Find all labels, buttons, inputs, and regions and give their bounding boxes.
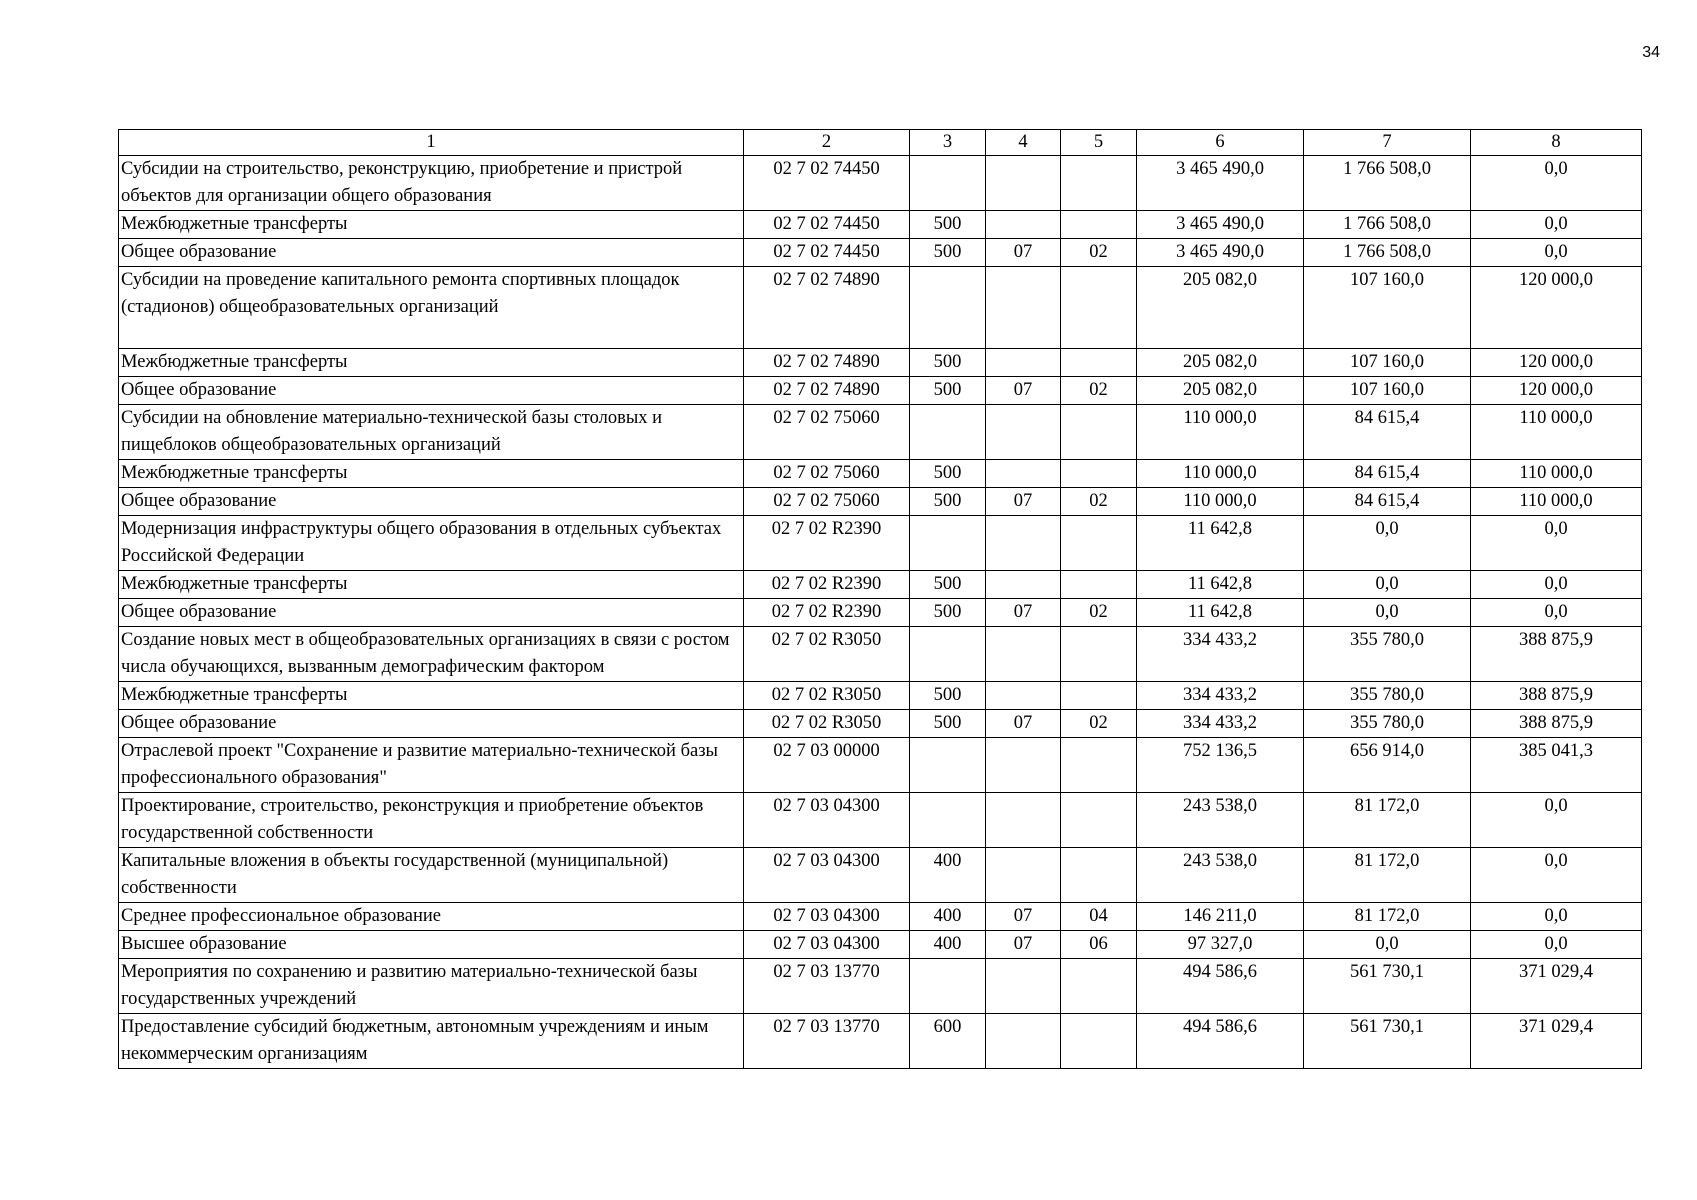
amount-col8-cell: 0,0 xyxy=(1471,848,1642,903)
expense-type-cell xyxy=(910,738,986,793)
table-row xyxy=(119,599,1642,627)
item-name-cell: Предоставление субсидий бюджетным, автономным учреждениям и иным некоммерческим организациям xyxy=(119,1014,744,1069)
item-name-cell: Общее образование xyxy=(119,239,744,267)
target-code-cell: 02 7 02 R3050 xyxy=(744,682,910,710)
subsection-cell xyxy=(1061,959,1137,1014)
table-row xyxy=(119,488,1642,516)
subsection-cell: 02 xyxy=(1061,710,1137,738)
target-code-cell: 02 7 02 R2390 xyxy=(744,571,910,599)
page-number: 34 xyxy=(1642,44,1660,61)
amount-col6-cell: 334 433,2 xyxy=(1137,682,1304,710)
expense-type-cell: 500 xyxy=(910,460,986,488)
section-cell: 07 xyxy=(986,710,1061,738)
target-code-cell: 02 7 02 R2390 xyxy=(744,599,910,627)
target-code-cell: 02 7 03 04300 xyxy=(744,931,910,959)
table-row xyxy=(119,239,1642,267)
amount-col7-cell: 0,0 xyxy=(1304,931,1471,959)
section-cell xyxy=(986,211,1061,239)
amount-col6-cell: 110 000,0 xyxy=(1137,460,1304,488)
subsection-cell xyxy=(1061,738,1137,793)
amount-col6-cell: 110 000,0 xyxy=(1137,405,1304,460)
item-name-cell: Межбюджетные трансферты xyxy=(119,682,744,710)
table-row xyxy=(119,377,1642,405)
amount-col7-cell: 0,0 xyxy=(1304,571,1471,599)
subsection-cell xyxy=(1061,682,1137,710)
subsection-cell xyxy=(1061,211,1137,239)
expense-type-cell: 500 xyxy=(910,599,986,627)
amount-col7-cell: 84 615,4 xyxy=(1304,488,1471,516)
section-cell xyxy=(986,959,1061,1014)
amount-col6-cell: 494 586,6 xyxy=(1137,959,1304,1014)
amount-col8-cell: 0,0 xyxy=(1471,516,1642,571)
amount-col7-cell: 84 615,4 xyxy=(1304,405,1471,460)
budget-table xyxy=(118,129,1642,1069)
amount-col8-cell: 120 000,0 xyxy=(1471,349,1642,377)
section-cell xyxy=(986,682,1061,710)
amount-col6-cell: 243 538,0 xyxy=(1137,793,1304,848)
target-code-cell: 02 7 02 75060 xyxy=(744,405,910,460)
amount-col8-cell: 388 875,9 xyxy=(1471,710,1642,738)
amount-col6-cell: 494 586,6 xyxy=(1137,1014,1304,1069)
column-number-cell: 1 xyxy=(119,130,744,156)
amount-col8-cell: 0,0 xyxy=(1471,793,1642,848)
section-cell: 07 xyxy=(986,903,1061,931)
section-cell xyxy=(986,848,1061,903)
column-number-cell: 2 xyxy=(744,130,910,156)
item-name-cell: Межбюджетные трансферты xyxy=(119,349,744,377)
table-row xyxy=(119,349,1642,377)
amount-col8-cell: 371 029,4 xyxy=(1471,1014,1642,1069)
subsection-cell xyxy=(1061,349,1137,377)
amount-col7-cell: 355 780,0 xyxy=(1304,710,1471,738)
subsection-cell xyxy=(1061,156,1137,211)
section-cell xyxy=(986,738,1061,793)
column-number-row xyxy=(119,130,1642,156)
column-number-cell: 4 xyxy=(986,130,1061,156)
target-code-cell: 02 7 03 04300 xyxy=(744,903,910,931)
table-row xyxy=(119,156,1642,211)
expense-type-cell: 500 xyxy=(910,239,986,267)
table-row xyxy=(119,460,1642,488)
column-number-cell: 5 xyxy=(1061,130,1137,156)
expense-type-cell: 500 xyxy=(910,682,986,710)
expense-type-cell: 600 xyxy=(910,1014,986,1069)
expense-type-cell: 500 xyxy=(910,571,986,599)
amount-col8-cell: 0,0 xyxy=(1471,931,1642,959)
section-cell xyxy=(986,516,1061,571)
amount-col6-cell: 146 211,0 xyxy=(1137,903,1304,931)
amount-col7-cell: 81 172,0 xyxy=(1304,793,1471,848)
subsection-cell xyxy=(1061,1014,1137,1069)
expense-type-cell: 500 xyxy=(910,211,986,239)
item-name-cell: Модернизация инфраструктуры общего образования в отдельных субъектах Российской Федерации xyxy=(119,516,744,571)
table-row xyxy=(119,267,1642,349)
amount-col6-cell: 11 642,8 xyxy=(1137,516,1304,571)
subsection-cell: 04 xyxy=(1061,903,1137,931)
item-name-cell: Общее образование xyxy=(119,710,744,738)
item-name-cell: Общее образование xyxy=(119,599,744,627)
item-name-cell: Капитальные вложения в объекты государственной (муниципальной) собственности xyxy=(119,848,744,903)
item-name-cell: Общее образование xyxy=(119,488,744,516)
subsection-cell xyxy=(1061,627,1137,682)
table-row xyxy=(119,710,1642,738)
amount-col8-cell: 120 000,0 xyxy=(1471,377,1642,405)
table-row xyxy=(119,903,1642,931)
target-code-cell: 02 7 02 R3050 xyxy=(744,627,910,682)
table-row xyxy=(119,516,1642,571)
amount-col7-cell: 107 160,0 xyxy=(1304,349,1471,377)
table-row xyxy=(119,1014,1642,1069)
table-row xyxy=(119,682,1642,710)
amount-col6-cell: 752 136,5 xyxy=(1137,738,1304,793)
amount-col7-cell: 81 172,0 xyxy=(1304,903,1471,931)
table-row xyxy=(119,959,1642,1014)
target-code-cell: 02 7 03 04300 xyxy=(744,848,910,903)
expense-type-cell xyxy=(910,959,986,1014)
expense-type-cell xyxy=(910,627,986,682)
column-number-cell: 8 xyxy=(1471,130,1642,156)
table-row xyxy=(119,793,1642,848)
section-cell: 07 xyxy=(986,377,1061,405)
section-cell xyxy=(986,349,1061,377)
subsection-cell: 06 xyxy=(1061,931,1137,959)
subsection-cell: 02 xyxy=(1061,377,1137,405)
expense-type-cell xyxy=(910,793,986,848)
amount-col6-cell: 3 465 490,0 xyxy=(1137,211,1304,239)
expense-type-cell: 500 xyxy=(910,377,986,405)
item-name-cell: Общее образование xyxy=(119,377,744,405)
target-code-cell: 02 7 02 74890 xyxy=(744,267,910,349)
amount-col6-cell: 205 082,0 xyxy=(1137,349,1304,377)
table-row xyxy=(119,931,1642,959)
amount-col6-cell: 11 642,8 xyxy=(1137,571,1304,599)
section-cell xyxy=(986,571,1061,599)
amount-col8-cell: 0,0 xyxy=(1471,571,1642,599)
amount-col8-cell: 388 875,9 xyxy=(1471,627,1642,682)
subsection-cell: 02 xyxy=(1061,239,1137,267)
amount-col8-cell: 0,0 xyxy=(1471,599,1642,627)
section-cell xyxy=(986,627,1061,682)
section-cell: 07 xyxy=(986,931,1061,959)
item-name-cell: Субсидии на строительство, реконструкцию, приобретение и пристрой объектов для организации общего образования xyxy=(119,156,744,211)
target-code-cell: 02 7 02 74450 xyxy=(744,211,910,239)
section-cell xyxy=(986,1014,1061,1069)
subsection-cell xyxy=(1061,460,1137,488)
amount-col6-cell: 3 465 490,0 xyxy=(1137,156,1304,211)
amount-col6-cell: 243 538,0 xyxy=(1137,848,1304,903)
column-number-cell: 7 xyxy=(1304,130,1471,156)
amount-col8-cell: 388 875,9 xyxy=(1471,682,1642,710)
subsection-cell xyxy=(1061,267,1137,349)
amount-col8-cell: 0,0 xyxy=(1471,239,1642,267)
section-cell xyxy=(986,267,1061,349)
subsection-cell xyxy=(1061,848,1137,903)
amount-col8-cell: 371 029,4 xyxy=(1471,959,1642,1014)
table-row xyxy=(119,405,1642,460)
column-number-cell: 6 xyxy=(1137,130,1304,156)
section-cell xyxy=(986,460,1061,488)
table-row xyxy=(119,211,1642,239)
section-cell: 07 xyxy=(986,599,1061,627)
item-name-cell: Межбюджетные трансферты xyxy=(119,211,744,239)
item-name-cell: Мероприятия по сохранению и развитию материально-технической базы государственных учреждений xyxy=(119,959,744,1014)
expense-type-cell: 500 xyxy=(910,710,986,738)
subsection-cell xyxy=(1061,571,1137,599)
amount-col8-cell: 0,0 xyxy=(1471,211,1642,239)
amount-col7-cell: 1 766 508,0 xyxy=(1304,211,1471,239)
item-name-cell: Межбюджетные трансферты xyxy=(119,571,744,599)
amount-col8-cell: 110 000,0 xyxy=(1471,488,1642,516)
amount-col7-cell: 81 172,0 xyxy=(1304,848,1471,903)
amount-col7-cell: 0,0 xyxy=(1304,516,1471,571)
subsection-cell xyxy=(1061,793,1137,848)
amount-col7-cell: 561 730,1 xyxy=(1304,1014,1471,1069)
amount-col7-cell: 656 914,0 xyxy=(1304,738,1471,793)
expense-type-cell: 500 xyxy=(910,488,986,516)
amount-col7-cell: 0,0 xyxy=(1304,599,1471,627)
expense-type-cell xyxy=(910,516,986,571)
expense-type-cell: 400 xyxy=(910,931,986,959)
target-code-cell: 02 7 03 04300 xyxy=(744,793,910,848)
table-row xyxy=(119,848,1642,903)
amount-col8-cell: 110 000,0 xyxy=(1471,405,1642,460)
item-name-cell: Среднее профессиональное образование xyxy=(119,903,744,931)
target-code-cell: 02 7 02 74450 xyxy=(744,239,910,267)
expense-type-cell: 400 xyxy=(910,848,986,903)
section-cell xyxy=(986,156,1061,211)
section-cell xyxy=(986,405,1061,460)
subsection-cell xyxy=(1061,405,1137,460)
amount-col6-cell: 11 642,8 xyxy=(1137,599,1304,627)
expense-type-cell: 400 xyxy=(910,903,986,931)
item-name-cell: Создание новых мест в общеобразовательных организациях в связи с ростом числа обучающихся, вызванным демографическим фактором xyxy=(119,627,744,682)
item-name-cell: Отраслевой проект "Сохранение и развитие материально-технической базы профессионального образования" xyxy=(119,738,744,793)
amount-col6-cell: 110 000,0 xyxy=(1137,488,1304,516)
amount-col6-cell: 3 465 490,0 xyxy=(1137,239,1304,267)
amount-col8-cell: 120 000,0 xyxy=(1471,267,1642,349)
table-row xyxy=(119,738,1642,793)
target-code-cell: 02 7 02 R2390 xyxy=(744,516,910,571)
target-code-cell: 02 7 02 74890 xyxy=(744,377,910,405)
target-code-cell: 02 7 03 13770 xyxy=(744,1014,910,1069)
target-code-cell: 02 7 03 13770 xyxy=(744,959,910,1014)
amount-col8-cell: 110 000,0 xyxy=(1471,460,1642,488)
section-cell: 07 xyxy=(986,239,1061,267)
amount-col8-cell: 385 041,3 xyxy=(1471,738,1642,793)
target-code-cell: 02 7 03 00000 xyxy=(744,738,910,793)
amount-col6-cell: 334 433,2 xyxy=(1137,710,1304,738)
expense-type-cell: 500 xyxy=(910,349,986,377)
target-code-cell: 02 7 02 74450 xyxy=(744,156,910,211)
amount-col7-cell: 107 160,0 xyxy=(1304,377,1471,405)
expense-type-cell xyxy=(910,156,986,211)
subsection-cell: 02 xyxy=(1061,599,1137,627)
amount-col6-cell: 334 433,2 xyxy=(1137,627,1304,682)
section-cell xyxy=(986,793,1061,848)
section-cell: 07 xyxy=(986,488,1061,516)
target-code-cell: 02 7 02 74890 xyxy=(744,349,910,377)
amount-col7-cell: 1 766 508,0 xyxy=(1304,239,1471,267)
item-name-cell: Проектирование, строительство, реконструкция и приобретение объектов государственной собственности xyxy=(119,793,744,848)
item-name-cell: Субсидии на обновление материально-технической базы столовых и пищеблоков общеобразовательных организаций xyxy=(119,405,744,460)
amount-col7-cell: 84 615,4 xyxy=(1304,460,1471,488)
amount-col6-cell: 97 327,0 xyxy=(1137,931,1304,959)
target-code-cell: 02 7 02 75060 xyxy=(744,460,910,488)
target-code-cell: 02 7 02 75060 xyxy=(744,488,910,516)
amount-col6-cell: 205 082,0 xyxy=(1137,267,1304,349)
amount-col7-cell: 355 780,0 xyxy=(1304,682,1471,710)
table-row xyxy=(119,571,1642,599)
amount-col8-cell: 0,0 xyxy=(1471,903,1642,931)
item-name-cell: Межбюджетные трансферты xyxy=(119,460,744,488)
item-name-cell: Высшее образование xyxy=(119,931,744,959)
subsection-cell xyxy=(1061,516,1137,571)
table-row xyxy=(119,627,1642,682)
item-name-cell: Субсидии на проведение капитального ремонта спортивных площадок (стадионов) общеобразовательных организаций xyxy=(119,267,744,349)
amount-col7-cell: 561 730,1 xyxy=(1304,959,1471,1014)
expense-type-cell xyxy=(910,267,986,349)
amount-col7-cell: 1 766 508,0 xyxy=(1304,156,1471,211)
subsection-cell: 02 xyxy=(1061,488,1137,516)
amount-col6-cell: 205 082,0 xyxy=(1137,377,1304,405)
column-number-cell: 3 xyxy=(910,130,986,156)
expense-type-cell xyxy=(910,405,986,460)
amount-col8-cell: 0,0 xyxy=(1471,156,1642,211)
target-code-cell: 02 7 02 R3050 xyxy=(744,710,910,738)
amount-col7-cell: 355 780,0 xyxy=(1304,627,1471,682)
amount-col7-cell: 107 160,0 xyxy=(1304,267,1471,349)
